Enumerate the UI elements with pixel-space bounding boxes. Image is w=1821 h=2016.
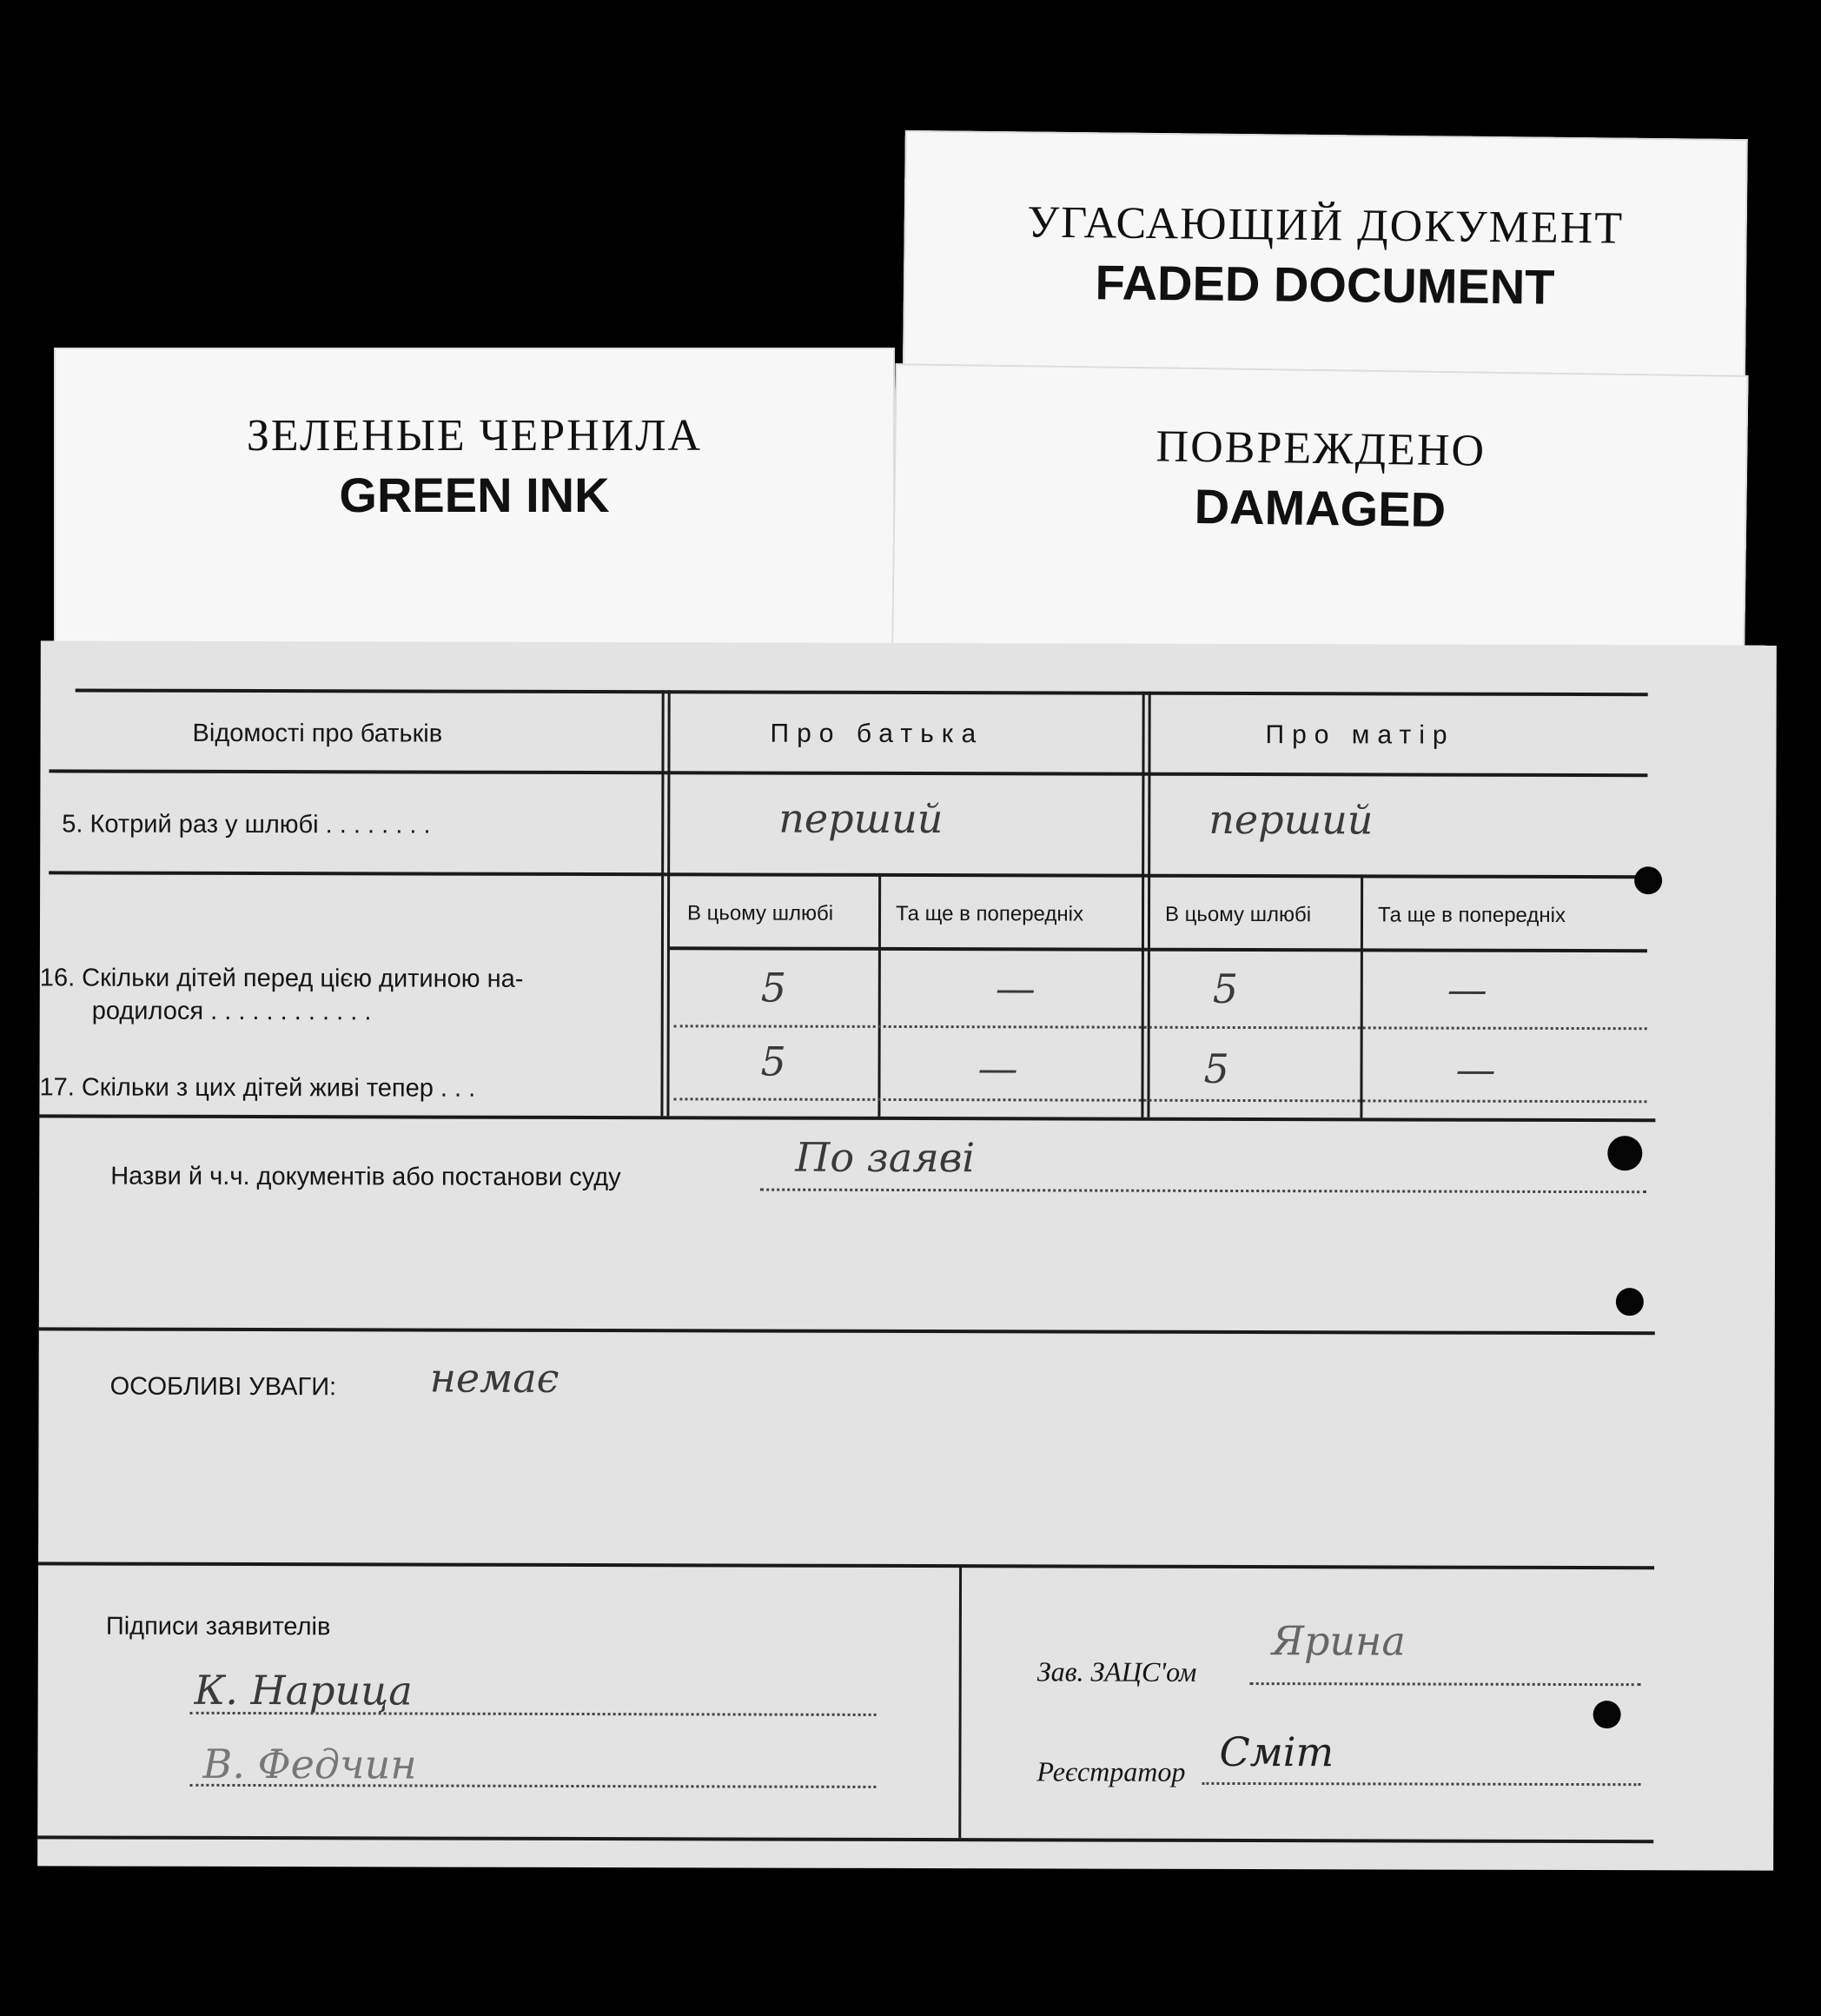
- row16-label-line2: родилося . . . . . . . . . . . .: [91, 997, 372, 1026]
- registrar-signature: Сміт: [1219, 1728, 1334, 1776]
- subheader-mother-this: В цьому шлюбі: [1164, 902, 1312, 927]
- green-ink-card: [54, 348, 895, 665]
- form-bottom-border: [37, 1835, 1653, 1843]
- punch-hole: [1593, 1701, 1621, 1728]
- punch-hole: [1616, 1288, 1644, 1316]
- header-bottom-border: [49, 769, 1647, 777]
- subcolumn-divider: [877, 876, 881, 1117]
- head-of-registry-label: Зав. ЗАЦС'ом: [1036, 1655, 1197, 1688]
- table-bottom-border: [39, 1114, 1655, 1122]
- row15-father-value: перший: [778, 794, 944, 843]
- row15-mother-value: перший: [1208, 795, 1374, 844]
- row15-bottom-border: [49, 871, 1647, 879]
- column-divider: [1147, 692, 1150, 1117]
- row17-label: 17. Скільки з цих дітей живі тепер . . .: [39, 1073, 476, 1103]
- row16-label-line1: 16. Скільки дітей перед цією дитиною на-: [39, 964, 524, 993]
- subheader-mother-prev: Та ще в попередніх: [1377, 903, 1566, 927]
- row17-mother-this: 5: [1203, 1044, 1229, 1092]
- remarks-label: ОСОБЛИВІ УВАГИ:: [109, 1372, 337, 1402]
- row17-mother-prev: —: [1455, 1045, 1496, 1093]
- signature-dotted-line: [190, 1712, 877, 1716]
- card-en-text: DAMAGED: [1194, 478, 1447, 538]
- row16-mother-prev: —: [1447, 965, 1487, 1013]
- subheader-father-prev: Та ще в попередніх: [895, 901, 1084, 926]
- row17-father-prev: —: [977, 1044, 1018, 1092]
- documents-value: По заяві: [795, 1133, 976, 1182]
- register-form-sheet: [37, 640, 1777, 1870]
- subcolumn-divider: [1360, 877, 1363, 1117]
- signature-dotted-line: [1250, 1682, 1641, 1686]
- row16-mother-this: 5: [1212, 965, 1239, 1012]
- signature-divider: [958, 1567, 962, 1838]
- punch-hole: [1634, 866, 1662, 894]
- row16-dotted-line: [674, 1025, 1647, 1030]
- column-divider: [660, 690, 664, 1116]
- row15-label: 5. Котрий раз у шлюбі . . . . . . . .: [62, 810, 431, 839]
- row17-dotted-line: [673, 1098, 1646, 1103]
- section-divider: [39, 1327, 1655, 1335]
- applicant-signature-2: В. Федчин: [202, 1740, 417, 1788]
- row16-father-this: 5: [760, 964, 787, 1011]
- card-ru-text: УГАСАЮЩИЙ ДОКУМЕНТ: [1027, 197, 1625, 254]
- header-parents-info: Відомості про батьків: [192, 719, 443, 748]
- column-divider: [666, 690, 670, 1116]
- section-divider: [38, 1562, 1654, 1569]
- row16-father-prev: —: [995, 965, 1036, 1012]
- applicants-label: Підписи заявителів: [105, 1612, 331, 1641]
- column-divider: [1141, 692, 1144, 1117]
- subheader-father-this: В цьому шлюбі: [686, 901, 834, 925]
- header-about-mother: Про матір: [1265, 720, 1455, 750]
- header-about-father: Про батька: [770, 719, 984, 749]
- documents-label: Назви й ч.ч. документів або постанови суду: [110, 1162, 621, 1192]
- registrar-label: Реєстратор: [1036, 1755, 1186, 1787]
- row17-father-this: 5: [760, 1038, 786, 1085]
- documents-dotted-line: [760, 1189, 1646, 1194]
- card-ru-text: ПОВРЕЖДЕНО: [1156, 421, 1487, 476]
- remarks-value: немає: [429, 1354, 560, 1402]
- card-ru-text: ЗЕЛЕНЫЕ ЧЕРНИЛА: [246, 411, 703, 461]
- subheader-bottom-border: [670, 946, 1647, 952]
- head-signature: Ярина: [1271, 1617, 1406, 1665]
- card-en-text: FADED DOCUMENT: [1095, 255, 1555, 315]
- punch-hole: [1607, 1136, 1642, 1170]
- applicant-signature-1: К. Нарица: [194, 1666, 413, 1714]
- card-en-text: GREEN INK: [339, 468, 610, 522]
- signature-dotted-line: [1202, 1782, 1640, 1786]
- table-top-border: [76, 688, 1648, 696]
